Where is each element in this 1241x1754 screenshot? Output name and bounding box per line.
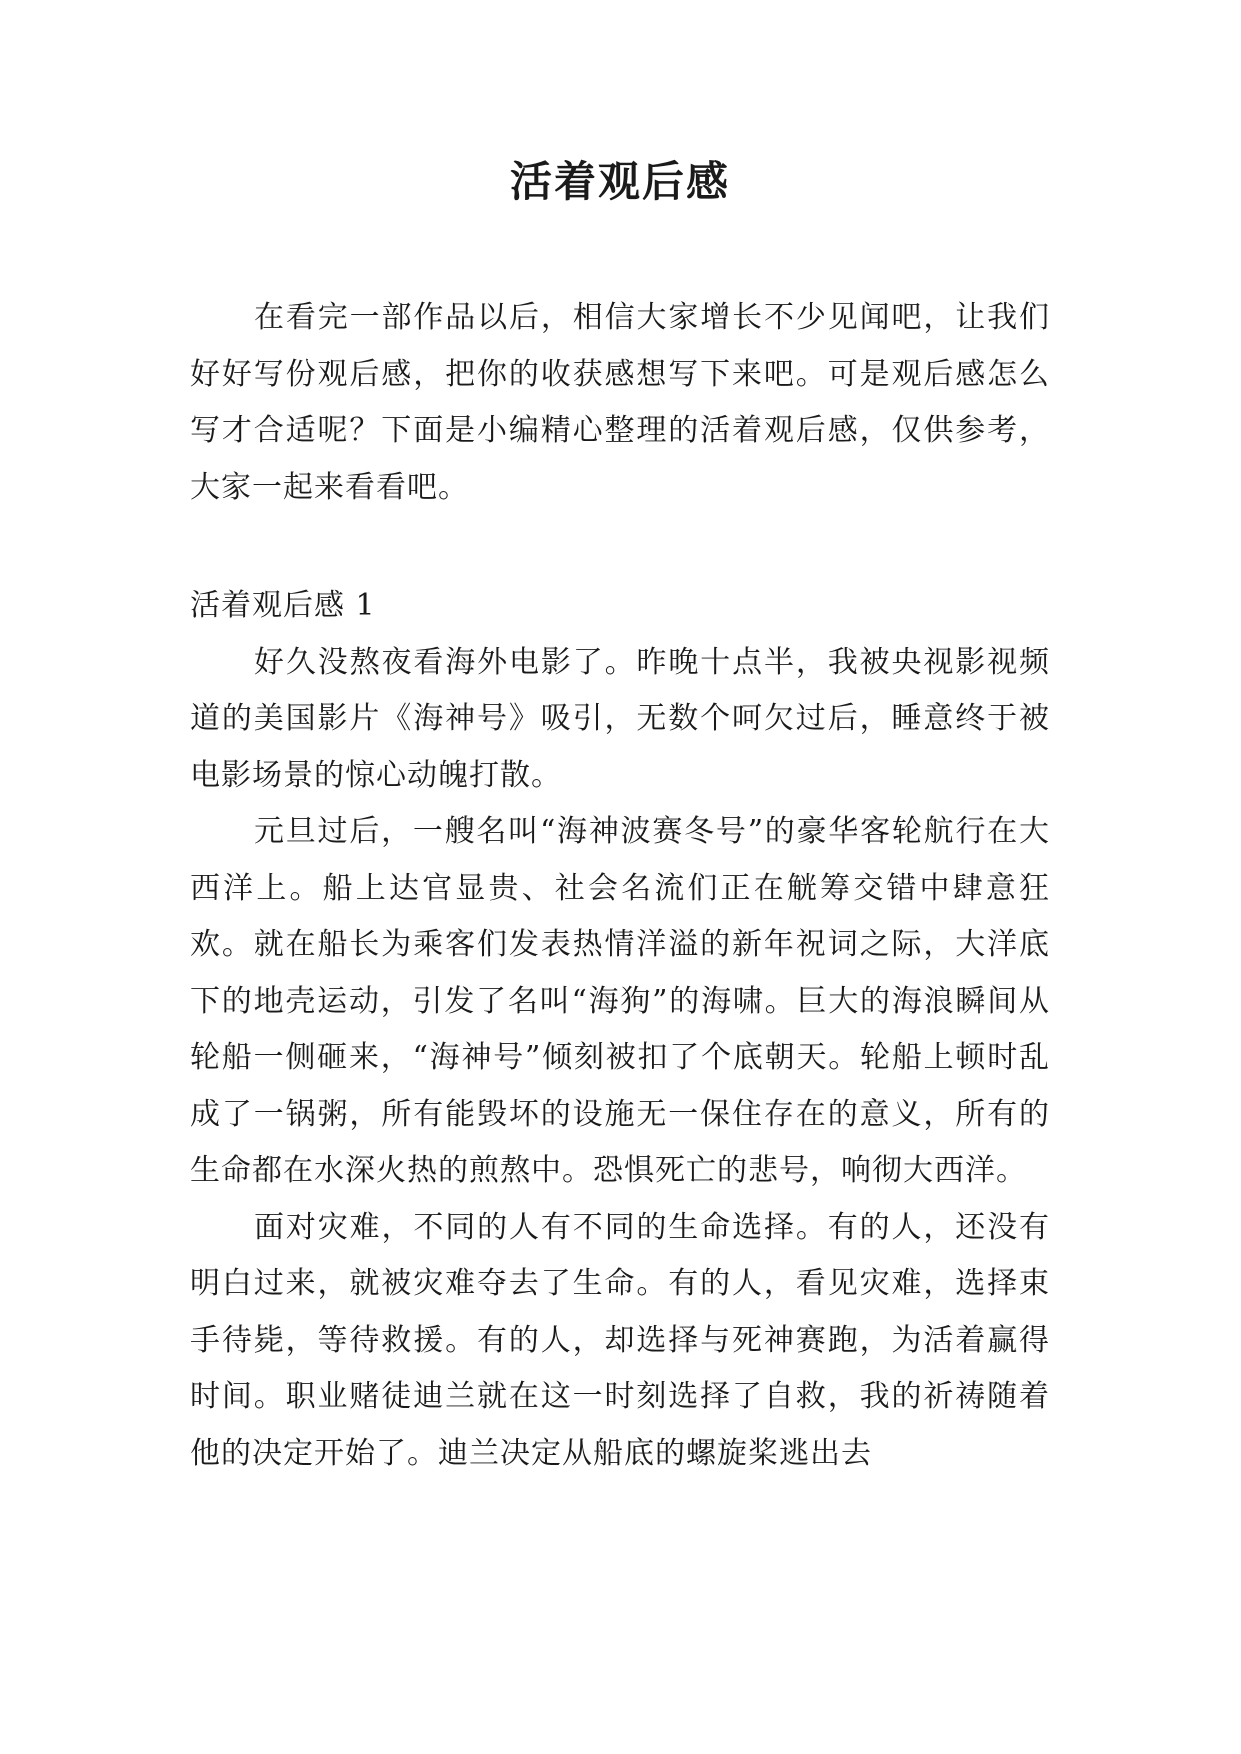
section-heading: 活着观后感 1: [190, 588, 376, 623]
body-paragraph-1: 好久没熬夜看海外电影了。昨晚十点半，我被央视影视频道的美国影片《海神号》吸引，无数个呵欠过后，睡意终于被电影场景的惊心动魄打散。: [190, 644, 1050, 793]
body-paragraph-2: 元旦过后，一艘名叫“海神波赛冬号”的豪华客轮航行在大西洋上。船上达官显贵、社会名流们正在觥筹交错中肆意狂欢。就在船长为乘客们发表热情洋溢的新年祝词之际，大洋底下的地壳运动，引发了名叫“海狗”的海啸。巨大的海浪瞬间从轮船一侧砸来，“海神号”倾刻被扣了个底朝天。轮船上顿时乱成了一锅粥，所有能毁坏的设施无一保住存在的意义，所有的生命都在水深火热的煎熬中。恐惧死亡的悲号，响彻大西洋。: [190, 814, 1050, 1188]
essay-section: [190, 578, 1050, 1482]
body-paragraph-3: 面对灾难，不同的人有不同的生命选择。有的人，还没有明白过来，就被灾难夺去了生命。有的人，看见灾难，选择束手待毙，等待救援。有的人，却选择与死神赛跑，为活着赢得时间。职业赌徒迪兰就在这一时刻选择了自救，我的祈祷随着他的决定开始了。迪兰决定从船底的螺旋桨逃出去: [190, 1209, 1050, 1471]
intro-paragraph: 在看完一部作品以后，相信大家增长不少见闻吧，让我们好好写份观后感，把你的收获感想写下来吧。可是观后感怎么写才合适呢？下面是小编精心整理的活着观后感，仅供参考，大家一起来看看吧。: [190, 300, 1050, 505]
document-title: 活着观后感: [509, 157, 730, 206]
document-page: [190, 0, 1060, 1754]
